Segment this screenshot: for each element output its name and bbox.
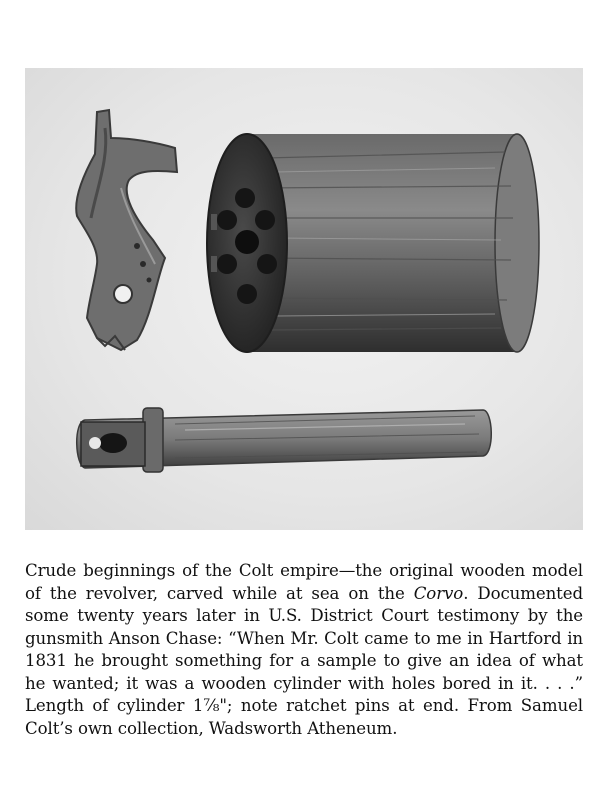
photo-caption xyxy=(25,560,583,740)
caption-text-part-2: . Documented some twenty years later in U.S. District Court testimony by the gunsmith Anson Chase: “When Mr. Colt came to me in Hartford in 1831 he brought something for a sample to give an idea of what he wanted; it was a wooden cylinder with holes bored in it. . . .” Length of cylinder 1⅞"; note ratchet pins at end. From Samuel Colt’s own collection, Wadsworth Atheneum. xyxy=(25,583,583,738)
caption-text-part-1: Crude beginnings of the Colt empire—the original wooden model of the revolver, carved while at sea on the xyxy=(25,561,583,603)
photo-illustration xyxy=(25,68,583,530)
caption-ship-name: Corvo xyxy=(413,583,464,603)
wooden-cylinder-icon xyxy=(207,134,539,352)
photograph xyxy=(25,68,583,530)
wooden-hammer-frame-icon xyxy=(76,110,177,350)
caption-paragraph xyxy=(25,560,583,740)
wooden-barrel-icon xyxy=(77,408,492,472)
